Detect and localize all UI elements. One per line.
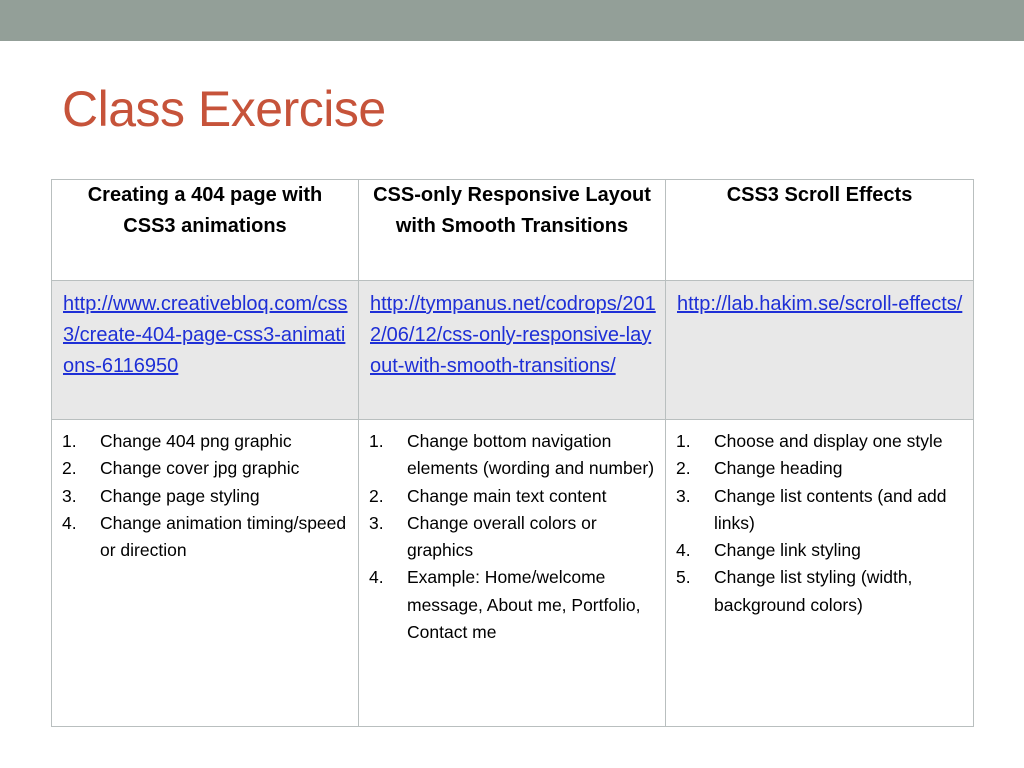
list-item: 5. Change list styling (width, background colors) (676, 567, 913, 615)
list-item: 3. Change overall colors or graphics (369, 512, 597, 561)
column-header-404-page: Creating a 404 page with CSS3 animations (52, 180, 359, 281)
hakim-link[interactable]: http://lab.hakim.se/scroll-effects/ (677, 293, 963, 315)
list-item: 4. Example: Home/welcome message, About me, Portfolio, Contact me (369, 567, 641, 643)
list-item: 3. Change page styling (62, 485, 260, 506)
list-item: 2. Change cover jpg graphic (62, 458, 300, 479)
list-item: 3. Change list contents (and add links) (676, 485, 947, 533)
list-item: 1. Change bottom navigation elements (wording and number) (369, 431, 655, 479)
task-list-404-page (62, 428, 352, 564)
task-text: Change page styling (100, 485, 260, 506)
task-text: Change heading (714, 458, 843, 479)
task-text: Change list contents (and add links) (714, 485, 947, 533)
link-cell (359, 281, 666, 420)
task-list-responsive-layout (369, 428, 659, 646)
task-text: Change overall colors or graphics (407, 512, 597, 561)
tympanus-link[interactable]: http://tympanus.net/codrops/2012/06/12/css-only-responsive-layout-with-smooth-transitions/ (370, 293, 656, 377)
task-row (52, 420, 974, 727)
creativebloq-link[interactable]: http://www.creativebloq.com/css3/create-404-page-css3-animations-6116950 (63, 293, 348, 377)
list-item: 1. Choose and display one style (676, 431, 943, 451)
column-header-responsive-layout: CSS-only Responsive Layout with Smooth Transitions (359, 180, 666, 281)
task-text: Change 404 png graphic (100, 431, 292, 451)
task-text: Example: Home/welcome message, About me, Portfolio, Contact me (407, 567, 641, 643)
task-text: Change link styling (714, 540, 861, 561)
task-cell (52, 420, 359, 727)
task-text: Change main text content (407, 485, 607, 506)
task-text: Change bottom navigation elements (wording and number) (407, 431, 655, 479)
top-accent-bar (0, 0, 1024, 41)
list-item: 4. Change animation timing/speed or direction (62, 512, 347, 561)
link-cell (666, 281, 974, 420)
list-item: 2. Change heading (676, 458, 843, 479)
task-text: Change cover jpg graphic (100, 458, 300, 479)
slide-title: Class Exercise (62, 81, 386, 137)
task-list-scroll-effects (676, 428, 967, 619)
link-row (52, 281, 974, 420)
exercise-table (51, 179, 974, 727)
task-text: Choose and display one style (714, 431, 943, 451)
task-text: Change animation timing/speed or direction (100, 512, 347, 561)
list-item: 4. Change link styling (676, 540, 861, 561)
task-text: Change list styling (width, background colors) (714, 567, 913, 615)
task-cell (359, 420, 666, 727)
list-item: 1. Change 404 png graphic (62, 431, 292, 451)
header-row (52, 180, 974, 281)
task-cell (666, 420, 974, 727)
column-header-scroll-effects: CSS3 Scroll Effects (666, 180, 974, 281)
link-cell (52, 281, 359, 420)
list-item: 2. Change main text content (369, 485, 607, 506)
